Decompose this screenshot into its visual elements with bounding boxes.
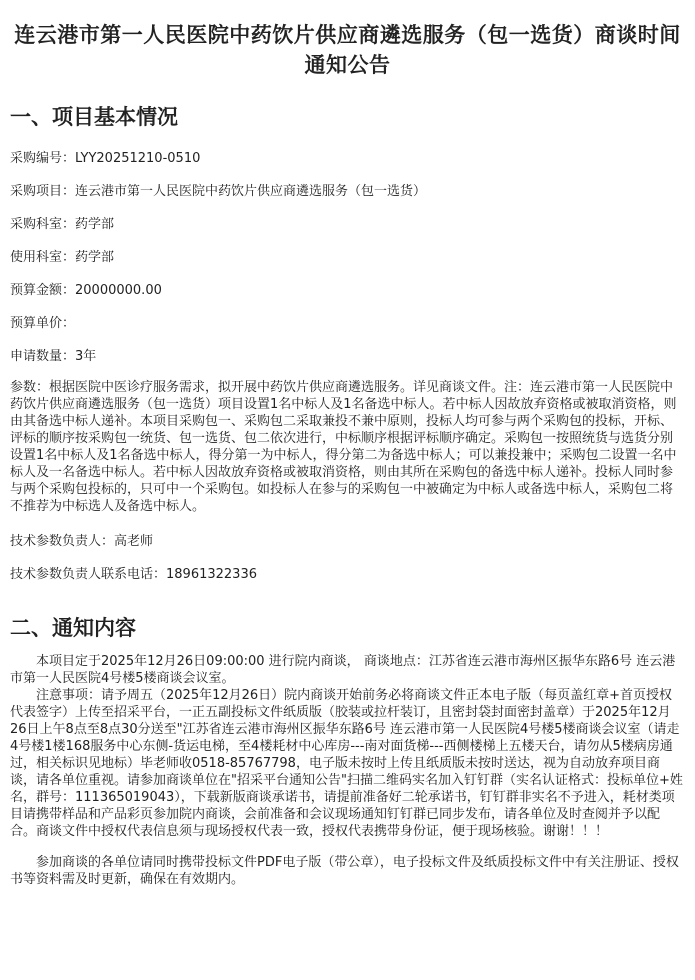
field-label: 采购科室： (10, 216, 76, 232)
field-value: 高老师 (114, 533, 154, 549)
field-value: LYY20251210-0510 (75, 150, 201, 166)
notice-paragraph-documents: 参加商谈的各单位请同时携带投标文件PDF电子版（带公章），电子投标文件及纸质投标文件中有关注册证、授权书等资料需及时更新，确保在有效期内。 (10, 855, 679, 887)
field-label: 采购项目： (10, 183, 76, 199)
field-purchase-project (10, 175, 685, 208)
notice-content (10, 653, 685, 888)
field-user-department (10, 241, 685, 274)
field-label: 预算金额： (10, 282, 76, 298)
field-value: 20000000.00 (75, 282, 162, 298)
page-title: 连云港市第一人民医院中药饮片供应商遴选服务（包一选货）商谈时间通知公告 (14, 23, 681, 77)
field-value: 药学部 (75, 249, 115, 265)
notice-paragraph-schedule: 本项目定于2025年12月26日09:00:00 进行院内商谈， 商谈地点：江苏省连云港市海州区振华东路6号 连云港市第一人民医院4号楼5楼商谈会议室。 (10, 654, 676, 686)
section-heading-notice-content: 二、通知内容 (10, 616, 136, 640)
field-purchase-number (10, 142, 685, 175)
field-value: 3年 (75, 348, 97, 364)
field-tech-contact (10, 525, 685, 558)
field-tech-phone (10, 558, 685, 591)
field-budget-unit-price (10, 307, 685, 340)
field-label: 申请数量： (10, 348, 76, 364)
field-value: 连云港市第一人民医院中药饮片供应商遴选服务（包一选货） (75, 183, 427, 199)
field-label: 技术参数负责人： (10, 533, 115, 549)
field-label: 技术参数负责人联系电话： (10, 566, 167, 582)
section-heading-project-info: 一、项目基本情况 (10, 105, 178, 129)
paragraph-gap (10, 840, 685, 854)
field-label: 采购编号： (10, 150, 76, 166)
project-fields (10, 142, 685, 373)
field-label: 使用科室： (10, 249, 76, 265)
field-purchase-department (10, 208, 685, 241)
field-quantity (10, 340, 685, 373)
field-value: 药学部 (75, 216, 115, 232)
field-label: 预算单价： (10, 315, 76, 331)
parameters-text: 根据医院中医诊疗服务需求，拟开展中药饮片供应商遴选服务。详见商谈文件。注：连云港市第一人民医院中药饮片供应商遴选服务（包一选货）项目设置1名中标人及1名备选中标人。若中标人因故放弃资格或被取消资格，则由其备选中标人递补。本项目采购包一、采购包二采取兼投不兼中原则，投标人均可参与两个采购包的投标，开标、评标的顺序按采购包一统货、包一选货、包二依次进行，中标顺序根据评标顺序确定。采购包一按照统货与选货分别设置1名中标人及1名备选中标人，得分第一为中标人，得分第二为备选中标人；可以兼投兼中；采购包二设置一名中标人及一名备选中标人。若中标人因故放弃资格或被取消资格，则由其所在采购包的备选中标人递补。投标人同时参与两个采购包投标的，只可中一个采购包。如投标人在参与的采购包一中被确定为中标人或备选中标人，采购包二将不推荐为中标选人及备选中标人。 (10, 380, 677, 514)
parameters-paragraph (10, 379, 685, 515)
parameters-label: 参数： (10, 380, 50, 395)
notice-paragraph-precautions: 注意事项：请予周五（2025年12月26日）院内商谈开始前务必将商谈文件正本电子版（每页盖红章+首页授权代表签字）上传至招采平台，一正五副投标文件纸质版（胶装或拉杆装订，且密封袋封面密封盖章）于2025年12月26日上午8点至8点30分送至"江苏省连云港市海州区振华东路6号 连云港市第一人民医院4号楼5楼商谈会议室（请走4号楼1楼168服务中心东侧-货运电梯，至4楼耗材中心库房---南对面货梯---西侧楼梯上五楼天台，请勿从5楼病房通过，相关标识见地标）毕老师收0518-85767798，电子版未按时上传且纸质版未按时送达，视为自动放弃项目商谈，请各单位重视。请参加商谈单位在"招采平台通知公告"扫描二维码实名加入钉钉群（实名认证格式：投标单位+姓名，群号：111365019043），下载新版商谈承诺书，请提前准备好二轮承诺书，钉钉群非实名不予进入，耗材类项目请携带样品和产品彩页参加院内商谈，会前准备和会议现场通知钉钉群已同步发布，请各单位及时查阅并予以配合。商谈文件中授权代表信息须与现场授权代表一致，授权代表携带身份证，便于现场核验。谢谢！！！ (10, 688, 683, 839)
notice-page (0, 20, 695, 980)
field-value: 18961322336 (166, 566, 257, 582)
field-budget-amount (10, 274, 685, 307)
